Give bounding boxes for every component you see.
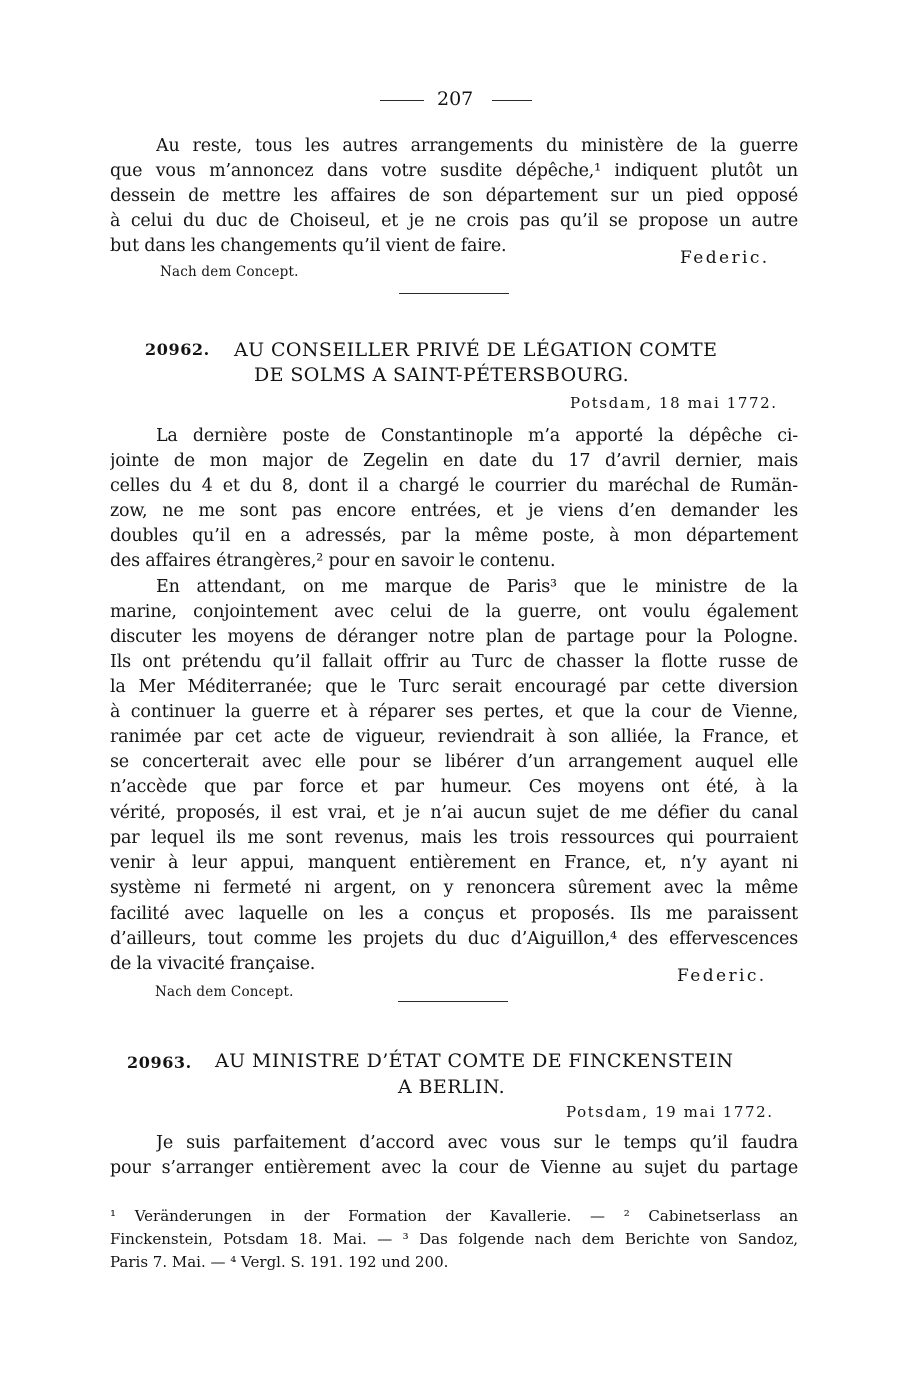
letter-heading: A BERLIN. [398,1076,506,1098]
text-line: de la vivacité française. [110,954,316,974]
text-line: la Mer Méditerranée; que le Turc serait encouragé par cette diversion [110,677,798,697]
text-line: se concerterait avec elle pour se libérer d’un arrangement auquel elle [110,752,798,772]
text-line: Je suis parfaitement d’accord avec vous sur le temps qu’il faudra [156,1133,798,1153]
text-line: n’accède que par force et par humeur. Ces moyens ont été, à la [110,777,798,797]
text-line: des affaires étrangères,² pour en savoir le contenu. [110,551,556,571]
text-line: doubles qu’il en a adressés, par la même poste, à mon département [110,526,798,546]
letter-number: 20962. [145,340,210,359]
text-line: discuter les moyens de déranger notre plan de partage pour la Pologne. [110,627,798,647]
place-date: Potsdam, 19 mai 1772. [566,1103,774,1121]
text-line: d’ailleurs, tout comme les projets du duc d’Aiguillon,⁴ des effervescences [110,929,798,949]
text-line: à celui du duc de Choiseul, et je ne crois pas qu’il se propose un autre [110,211,798,231]
text-line: Au reste, tous les autres arrangements du ministère de la guerre [156,136,798,156]
header-rule-left [380,100,424,101]
header-rule-right [492,100,532,101]
text-line: à continuer la guerre et à réparer ses pertes, et que la cour de Vienne, [110,702,798,722]
text-line: Ils ont prétendu qu’il fallait offrir au Turc de chasser la flotte russe de [110,652,798,672]
place-date: Potsdam, 18 mai 1772. [570,394,778,412]
text-line: celles du 4 et du 8, dont il a chargé le courrier du maréchal de Rumän- [110,476,798,496]
text-line: venir à leur appui, manquent entièrement en France, et, n’y ayant ni [110,853,798,873]
text-line: En attendant, on me marque de Paris³ que le ministre de la [156,577,798,597]
source-note: Nach dem Concept. [155,984,294,1000]
source-note: Nach dem Concept. [160,264,299,280]
letter-heading: AU MINISTRE D’ÉTAT COMTE DE FINCKENSTEIN [215,1050,734,1072]
text-line: par lequel ils me sont revenus, mais les trois ressources qui pourraient [110,828,798,848]
text-line: dessein de mettre les affaires de son département sur un pied opposé [110,186,798,206]
text-line: pour s’arranger entièrement avec la cour de Vienne au sujet du partage [110,1158,798,1178]
text-line: ranimée par cet acte de vigueur, reviendrait à son alliée, la France, et [110,727,798,747]
text-line: facilité avec laquelle on les a conçus et proposés. Ils me paraissent [110,904,798,924]
text-line: zow, ne me sont pas encore entrées, et je viens d’en demander les [110,501,798,521]
section-divider [398,1001,508,1002]
text-line: La dernière poste de Constantinople m’a apporté la dépêche ci- [156,426,798,446]
signature: Federic. [680,248,770,268]
footnote-line: ¹ Veränderungen in der Formation der Kavallerie. — ² Cabinetserlass an [110,1207,798,1225]
text-line: vérité, proposés, il est vrai, et je n’ai aucun sujet de me défier du canal [110,803,798,823]
text-line: marine, conjointement avec celui de la guerre, ont voulu également [110,602,798,622]
text-line: système ni fermeté ni argent, on y renoncera sûrement avec la même [110,878,798,898]
text-line: jointe de mon major de Zegelin en date du 17 d’avril dernier, mais [110,451,798,471]
text-line: que vous m’annoncez dans votre susdite dépêche,¹ indiquent plutôt un [110,161,798,181]
footnote-line: Finckenstein, Potsdam 18. Mai. — ³ Das folgende nach dem Berichte von Sandoz, [110,1230,798,1248]
letter-number: 20963. [127,1053,192,1072]
letter-heading: AU CONSEILLER PRIVÉ DE LÉGATION COMTE [234,339,718,361]
signature: Federic. [677,966,767,986]
section-divider [399,293,509,294]
page-number: 207 [437,88,474,110]
footnote-line: Paris 7. Mai. — ⁴ Vergl. S. 191. 192 und 200. [110,1253,449,1271]
text-line: but dans les changements qu’il vient de faire. [110,236,507,256]
letter-heading: DE SOLMS A SAINT-PÉTERSBOURG. [254,364,630,386]
